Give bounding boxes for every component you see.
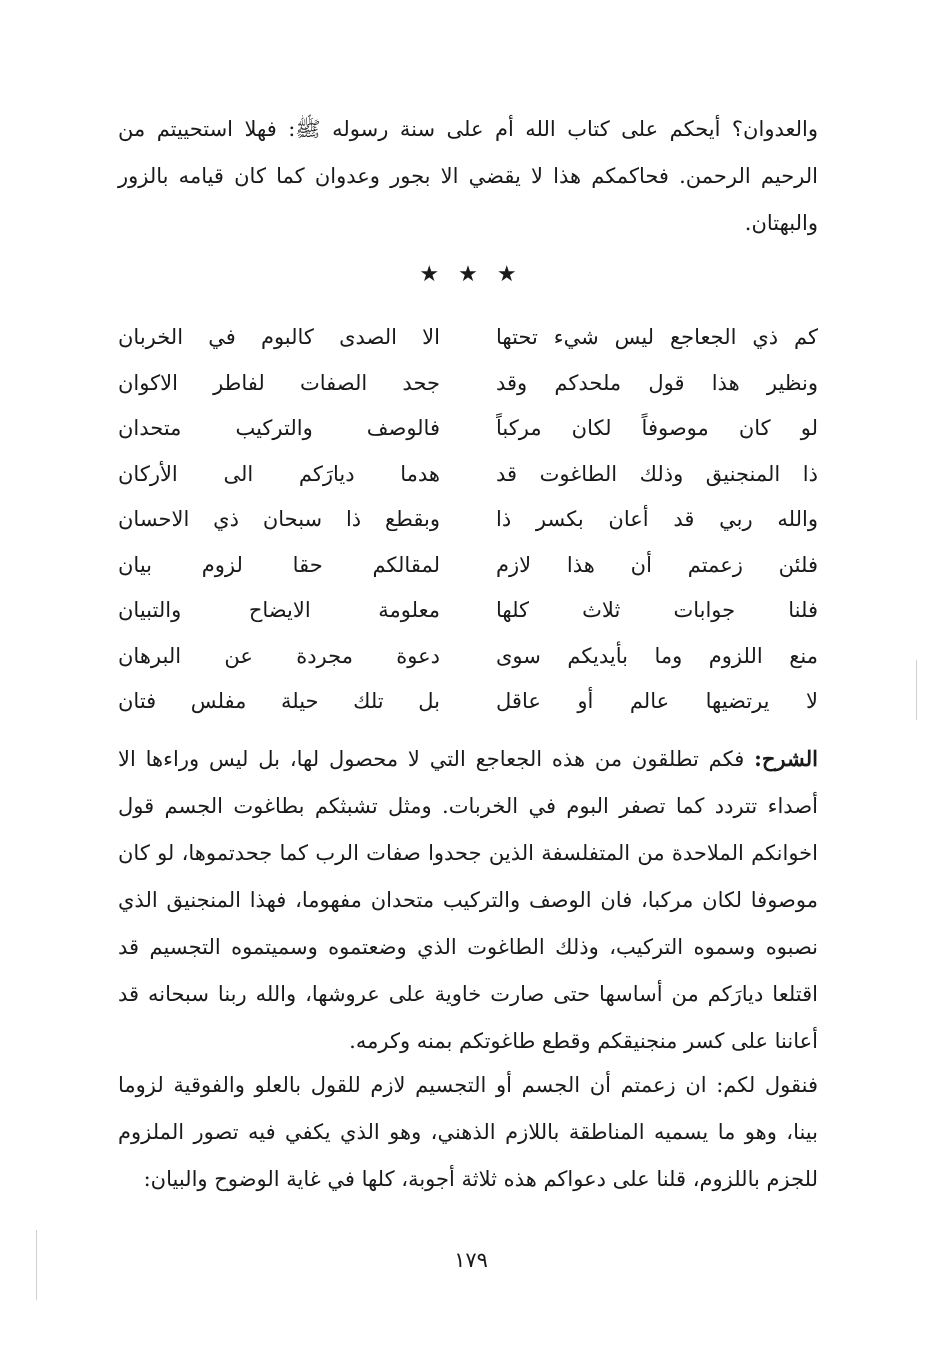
verse-first-hemistich: منع اللزوم وما بأيديكم سوى — [496, 643, 818, 668]
verse-second-hemistich: فالوصف والتركيب متحدان — [118, 416, 440, 440]
verse-first-hemistich: لا يرتضيها عالم أو عاقل — [496, 689, 818, 713]
intro-paragraph — [118, 106, 818, 247]
verse-first-hemistich: لو كان موصوفاً لكان مركباً — [496, 416, 818, 440]
commentary-paragraph — [118, 735, 818, 1065]
verse-first-hemistich: ذا المنجنيق وذلك الطاغوت قد — [496, 461, 818, 486]
commentary-body: فكم تطلقون من هذه الجعاجع التي لا محصول لها، بل ليس وراءها الا أصداء تتردد كما تصفر البوم في الخربات. ومثل تشبثكم بطاغوت الجسم قول اخوانكم الملاحدة من المتفلسفة الذين جحدوا صفات الرب كما جحدتموها، لو كان موصوفا لكان مركبا، فان الوصف والتركيب متحدان مفهوما، فهذا المنجنيق الذي نصبوه وسموه التركيب، وذلك الطاغوت الذي وضعتموه وسميتموه التجسيم قد اقتلعا ديارَكم من أساسها حتى صارت خاوية على عروشها، والله ربنا سبحانه قد أعاننا على كسر منجنيقكم وقطع طاغوتكم بمنه وكرمه. — [118, 747, 818, 1053]
verse-second-hemistich: جحد الصفات لفاطر الاكوان — [118, 370, 440, 395]
verse-first-hemistich: فلئن زعمتم أن هذا لازم — [496, 552, 818, 577]
verse-second-hemistich: دعوة مجردة عن البرهان — [118, 643, 440, 668]
poem — [118, 315, 818, 725]
poem-verse — [118, 315, 818, 361]
poem-verse — [118, 361, 818, 407]
verse-second-hemistich: بل تلك حيلة مفلس فتان — [118, 689, 440, 713]
poem-verse — [118, 679, 818, 725]
page-number: ١٧٩ — [454, 1248, 488, 1272]
verse-second-hemistich: وبقطع ذا سبحان ذي الاحسان — [118, 507, 440, 531]
conclusion-paragraph — [118, 1062, 818, 1203]
poem-verse — [118, 406, 818, 452]
poem-verse — [118, 497, 818, 543]
verse-second-hemistich: الا الصدى كالبوم في الخربان — [118, 325, 440, 349]
verse-second-hemistich: هدما ديارَكم الى الأركان — [118, 461, 440, 486]
scan-mark — [916, 660, 917, 720]
section-separator: ★ ★ ★ — [419, 262, 523, 287]
verse-first-hemistich: كم ذي الجعاجع ليس شيء تحتها — [496, 325, 818, 349]
intro-paragraph-text: والعدوان؟ أيحكم على كتاب الله أم على سنة رسوله ﷺ: فهلا استحييتم من الرحيم الرحمن. فحاكمكم هذا لا يقضي الا بجور وعدوان كما كان قيامه بالزور والبهتان. — [118, 117, 818, 235]
verse-first-hemistich: ونظير هذا قول ملحدكم وقد — [496, 370, 818, 395]
poem-verse — [118, 634, 818, 680]
verse-first-hemistich: والله ربي قد أعان بكسر ذا — [496, 507, 818, 531]
commentary-label: الشرح: — [754, 746, 818, 771]
poem-verse — [118, 588, 818, 634]
verse-first-hemistich: فلنا جوابات ثلاث كلها — [496, 598, 818, 622]
commentary-text — [118, 735, 818, 1065]
poem-verse — [118, 452, 818, 498]
verse-second-hemistich: معلومة الايضاح والتبيان — [118, 598, 440, 622]
poem-verse — [118, 543, 818, 589]
conclusion-paragraph-text: فنقول لكم: ان زعمتم أن الجسم أو التجسيم لازم للقول بالعلو والفوقية لزوما بينا، وهو ما يسميه المناطقة باللازم الذهني، وهو الذي يكفي فيه تصور الملزوم للجزم باللزوم، قلنا على دعواكم هذه ثلاثة أجوبة، كلها في غاية الوضوح والبيان: — [118, 1073, 818, 1191]
verse-second-hemistich: لمقالكم حقا لزوم بيان — [118, 552, 440, 577]
